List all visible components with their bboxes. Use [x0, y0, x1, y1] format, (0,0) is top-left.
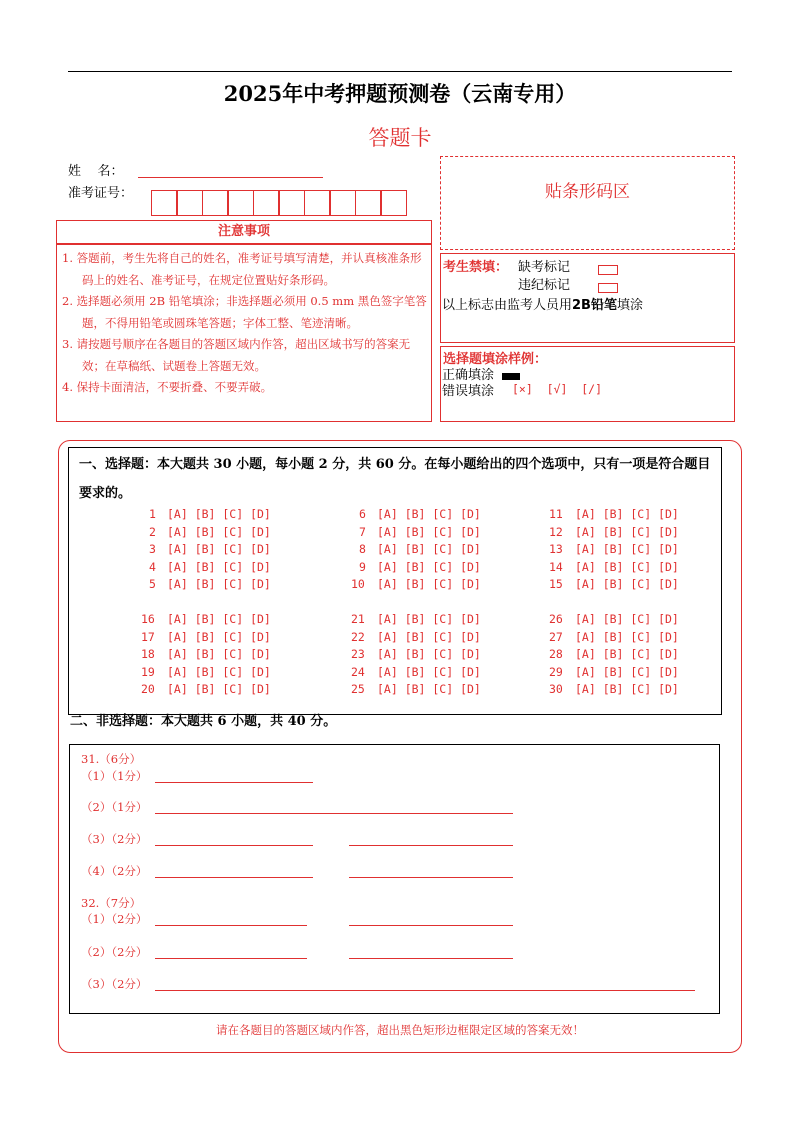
- q32-part1-answer-a[interactable]: [155, 925, 307, 926]
- mc-answer-options[interactable]: [A] [B] [C] [D]: [575, 577, 679, 591]
- q31-part2-label: （2）（1分）: [81, 800, 148, 814]
- section2-title: 二、非选择题：本大题共 6 小题，共 40 分。: [70, 714, 337, 729]
- name-field[interactable]: [138, 177, 323, 178]
- mc-question-number: 6: [359, 507, 366, 521]
- mc-question-number: 17: [141, 629, 155, 644]
- note-item: 4. 保持卡面清洁，不要折叠、不要弄破。: [62, 380, 273, 394]
- mc-answer-options[interactable]: [A] [B] [C] [D]: [575, 629, 679, 644]
- mc-answer-options[interactable]: [A] [B] [C] [D]: [167, 664, 271, 679]
- mc-answer-options[interactable]: [A] [B] [C] [D]: [167, 682, 271, 696]
- q32-part2-label: （2）（2分）: [81, 945, 148, 959]
- mc-answer-options[interactable]: [A] [B] [C] [D]: [377, 682, 481, 696]
- mc-question-number: 30: [549, 682, 563, 696]
- multiple-choice-section: [68, 447, 722, 715]
- mc-answer-options[interactable]: [A] [B] [C] [D]: [575, 507, 679, 521]
- note-item: 2. 选择题必须用 2B 铅笔填涂；非选择题必须用 0.5 mm 黑色签字笔答题，不得用铅笔或圆珠笔答题；字体工整、笔迹清晰。: [62, 294, 427, 330]
- mc-answer-options[interactable]: [A] [B] [C] [D]: [167, 507, 271, 521]
- mc-question-number: 5: [149, 577, 156, 591]
- mc-answer-options[interactable]: [A] [B] [C] [D]: [377, 577, 481, 591]
- mc-question-number: 25: [351, 682, 365, 696]
- id-digit-box[interactable]: [355, 190, 382, 216]
- mc-answer-options[interactable]: [A] [B] [C] [D]: [575, 682, 679, 696]
- mc-question-number: 3: [149, 542, 156, 556]
- id-label: 准考证号：: [68, 186, 134, 201]
- wrong-fill-samples: [×] [√] [/]: [512, 382, 603, 396]
- absent-label: 缺考标记: [518, 260, 571, 275]
- section1-title: 一、选择题：本大题共 30 小题，每小题 2 分，共 60 分。在每小题给出的四个选项中，只有一项是符合题目要求的。: [79, 457, 711, 501]
- mc-answer-options[interactable]: [A] [B] [C] [D]: [167, 542, 271, 556]
- note-item: 1. 答题前，考生先将自己的姓名，准考证号填写清楚，并认真核准条形码上的姓名、准考证号，在规定位置贴好条形码。: [62, 251, 422, 287]
- mc-answer-options[interactable]: [A] [B] [C] [D]: [377, 542, 481, 556]
- q31-part3-answer-a[interactable]: [155, 845, 313, 846]
- mc-question-number: 12: [549, 524, 563, 539]
- q32-part1-answer-b[interactable]: [349, 925, 513, 926]
- id-digit-box[interactable]: [278, 190, 305, 216]
- q32-part2-answer-b[interactable]: [349, 958, 513, 959]
- q31-part3-label: （3）（2分）: [81, 832, 148, 846]
- correct-fill-label: 正确填涂: [442, 368, 495, 383]
- mc-question-number: 8: [359, 542, 366, 556]
- mc-answer-options[interactable]: [A] [B] [C] [D]: [377, 629, 481, 644]
- mc-question-number: 20: [141, 682, 155, 696]
- mc-question-number: 14: [549, 559, 563, 574]
- mc-question-number: 11: [549, 507, 563, 521]
- name-label: 姓 名：: [68, 164, 124, 179]
- wrong-fill-label: 错误填涂: [442, 384, 495, 399]
- mc-question-number: 22: [351, 629, 365, 644]
- mc-question-number: 18: [141, 647, 155, 661]
- mc-question-number: 23: [351, 647, 365, 661]
- note-item: 3. 请按题号顺序在各题目的答题区域内作答，超出区域书写的答案无效；在草稿纸、试题卷上答题无效。: [62, 337, 411, 373]
- mc-question-number: 1: [149, 507, 156, 521]
- mc-answer-options[interactable]: [A] [B] [C] [D]: [377, 507, 481, 521]
- id-digit-box[interactable]: [202, 190, 229, 216]
- free-response-section: [69, 744, 720, 1014]
- top-rule: [68, 71, 732, 72]
- mc-question-number: 19: [141, 664, 155, 679]
- mc-answer-options[interactable]: [A] [B] [C] [D]: [377, 664, 481, 679]
- footer-note: 请在各题目的答题区域内作答，超出黑色矩形边框限定区域的答案无效！: [216, 1023, 584, 1037]
- q31-part1-answer[interactable]: [155, 782, 313, 783]
- fill-sample-label: 选择题填涂样例：: [443, 352, 548, 367]
- mc-question-number: 15: [549, 577, 563, 591]
- page-subtitle: 答题卡: [368, 126, 432, 150]
- q31-part2-answer[interactable]: [155, 813, 513, 814]
- mc-answer-options[interactable]: [A] [B] [C] [D]: [575, 612, 679, 626]
- mc-answer-options[interactable]: [A] [B] [C] [D]: [167, 577, 271, 591]
- mc-question-number: 7: [359, 524, 366, 539]
- mc-question-number: 27: [549, 629, 563, 644]
- mc-answer-options[interactable]: [A] [B] [C] [D]: [575, 524, 679, 539]
- barcode-label: 贴条形码区: [545, 182, 630, 202]
- mc-question-number: 26: [549, 612, 563, 626]
- id-digit-box[interactable]: [151, 190, 178, 216]
- mc-answer-options[interactable]: [A] [B] [C] [D]: [167, 629, 271, 644]
- mc-question-number: 2: [149, 524, 156, 539]
- q31-part1-label: （1）（1分）: [81, 769, 148, 783]
- mc-answer-options[interactable]: [A] [B] [C] [D]: [377, 524, 481, 539]
- barcode-area: [440, 156, 735, 250]
- mc-question-number: 16: [141, 612, 155, 626]
- mc-question-number: 10: [351, 577, 365, 591]
- q31-part4-label: （4）（2分）: [81, 864, 148, 878]
- id-digit-box[interactable]: [329, 190, 356, 216]
- q31-part4-answer-b[interactable]: [349, 877, 513, 878]
- mc-answer-options[interactable]: [A] [B] [C] [D]: [575, 542, 679, 556]
- mc-question-number: 13: [549, 542, 563, 556]
- mc-answer-options[interactable]: [A] [B] [C] [D]: [575, 664, 679, 679]
- exam-marks-note: 以上标志由监考人员用2B铅笔填涂: [442, 298, 643, 313]
- mc-answer-options[interactable]: [A] [B] [C] [D]: [377, 647, 481, 661]
- id-digit-box[interactable]: [176, 190, 203, 216]
- q32-part2-answer-a[interactable]: [155, 958, 307, 959]
- id-digit-box[interactable]: [227, 190, 254, 216]
- id-digit-box[interactable]: [380, 190, 407, 216]
- mc-question-number: 24: [351, 664, 365, 679]
- id-digit-box[interactable]: [304, 190, 331, 216]
- mc-answer-options[interactable]: [A] [B] [C] [D]: [167, 612, 271, 626]
- mc-answer-options[interactable]: [A] [B] [C] [D]: [167, 559, 271, 574]
- q32-header: 32.（7分）: [81, 896, 142, 910]
- notes-list: [62, 248, 428, 399]
- q32-part3-answer[interactable]: [155, 990, 695, 991]
- mc-answer-options[interactable]: [A] [B] [C] [D]: [377, 559, 481, 574]
- notes-heading: 注意事项: [56, 220, 432, 244]
- id-number-boxes[interactable]: [152, 190, 407, 216]
- mc-question-number: 21: [351, 612, 365, 626]
- q31-header: 31.（6分）: [81, 752, 142, 766]
- q31-part4-answer-a[interactable]: [155, 877, 313, 878]
- mc-question-number: 9: [359, 559, 366, 574]
- q32-part1-label: （1）（2分）: [81, 912, 148, 926]
- exam-marks-label: 考生禁填：: [443, 260, 509, 275]
- page-title: 2025年中考押题预测卷（云南专用）: [223, 81, 577, 106]
- mc-answer-options[interactable]: [A] [B] [C] [D]: [575, 559, 679, 574]
- mc-answer-options[interactable]: [A] [B] [C] [D]: [377, 612, 481, 626]
- id-digit-box[interactable]: [253, 190, 280, 216]
- q31-part3-answer-b[interactable]: [349, 845, 513, 846]
- absent-mark-box[interactable]: [598, 259, 618, 278]
- mc-question-number: 4: [149, 559, 156, 574]
- mc-answer-options[interactable]: [A] [B] [C] [D]: [575, 647, 679, 661]
- mc-answer-options[interactable]: [A] [B] [C] [D]: [167, 647, 271, 661]
- mc-answer-options[interactable]: [A] [B] [C] [D]: [167, 524, 271, 539]
- violation-label: 违纪标记: [518, 278, 571, 293]
- mc-question-number: 29: [549, 664, 563, 679]
- q32-part3-label: （3）（2分）: [81, 977, 148, 991]
- mc-question-number: 28: [549, 647, 563, 661]
